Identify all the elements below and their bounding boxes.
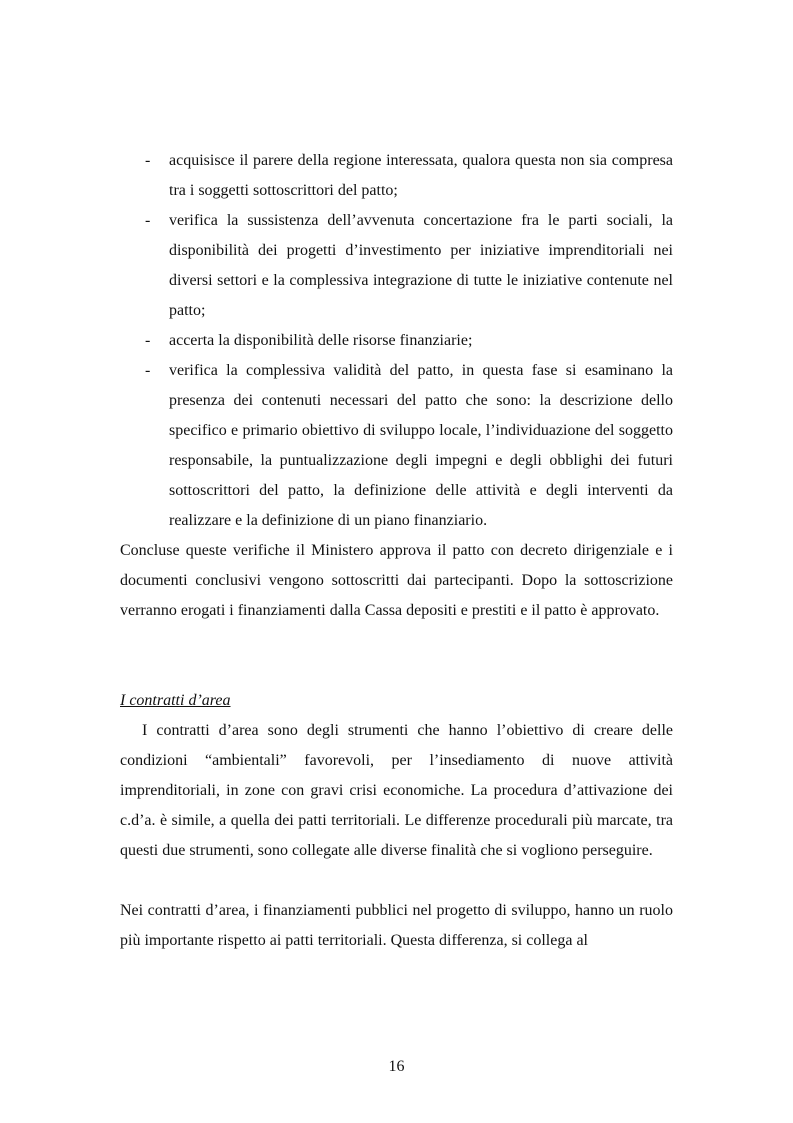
section-heading: I contratti d’area (120, 692, 231, 709)
verification-list (120, 146, 673, 536)
bullet-dash: - (145, 332, 151, 349)
list-item (120, 146, 673, 206)
list-item-text: verifica la complessiva validità del patto, in questa fase si esaminano la presenza dei contenuti necessari del patto che sono: la descrizione dello specifico e primario obiettivo di sviluppo locale, l’individuazione del soggetto responsabile, la puntualizzazione degli impegni e degli obblighi dei futuri sottoscrittori del patto, la definizione delle attività e degli interventi da realizzare e la definizione di un piano finanziario. (169, 362, 673, 529)
list-item (120, 356, 673, 536)
list-item-text: accerta la disponibilità delle risorse finanziarie; (169, 332, 473, 349)
contratti-paragraph: I contratti d’area sono degli strumenti che hanno l’obiettivo di creare delle condizioni “ambientali” favorevoli, per l’insediamento di nuove attività imprenditoriali, in zone con gravi crisi economiche. La procedura d’attivazione dei c.d’a. è simile, a quella dei patti territoriali. Le differenze procedurali più marcate, tra questi due strumenti, sono collegate alle diverse finalità che si vogliono perseguire. (120, 722, 673, 859)
conclusion-paragraph: Concluse queste verifiche il Ministero approva il patto con decreto dirigenziale e i documenti conclusivi vengono sottoscritti dai partecipanti. Dopo la sottoscrizione verranno erogati i finanziamenti dalla Cassa depositi e prestiti e il patto è approvato. (120, 542, 673, 619)
list-item-text: verifica la sussistenza dell’avvenuta concertazione fra le parti sociali, la disponibilità dei progetti d’investimento per iniziative imprenditoriali nei diversi settori e la complessiva integrazione di tutte le iniziative contenute nel patto; (169, 212, 673, 319)
bullet-dash: - (145, 212, 151, 229)
list-item-text: acquisisce il parere della regione interessata, qualora questa non sia compresa tra i soggetti sottoscrittori del patto; (169, 152, 673, 199)
page-number: 16 (388, 1058, 405, 1075)
list-item (120, 206, 673, 326)
bullet-dash: - (145, 152, 151, 169)
nei-contratti-paragraph: Nei contratti d’area, i finanziamenti pubblici nel progetto di sviluppo, hanno un ruolo più importante rispetto ai patti territoriali. Questa differenza, si collega al (120, 902, 673, 949)
list-item (120, 326, 673, 356)
bullet-dash: - (145, 362, 151, 379)
